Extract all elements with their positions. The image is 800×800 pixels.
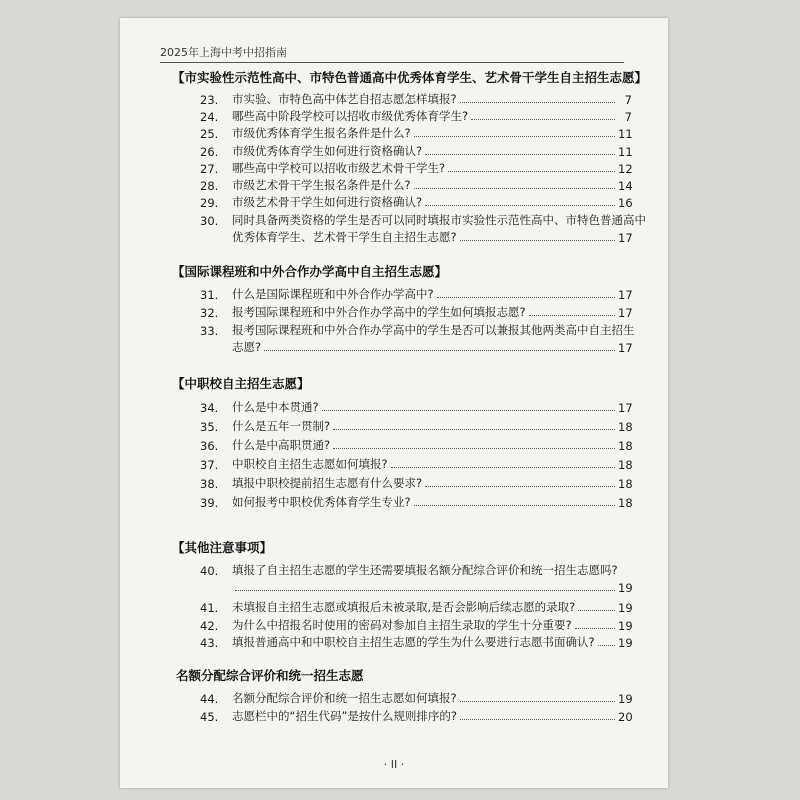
toc-entry: 23. 市实验、市特色高中体艺自招志愿怎样填报? 7 (200, 92, 632, 107)
toc-entry: 38. 填报中职校提前招生志愿有什么要求? 18 (200, 476, 633, 491)
toc-entry: 43. 填报普通高中和中职校自主招生志愿的学生为什么要进行志愿书面确认? 19 (200, 635, 633, 650)
section-title: 【 其他注意事项 】 (172, 538, 272, 556)
toc-entry: 30. 同时具备两类资格的学生是否可以同时填报市实验性示范性高中、市特色普通高中 优秀体育学生、艺术骨干学生自主招生志愿? 17 (200, 213, 646, 245)
toc-entry: 40. 填报了自主招生志愿的学生还需要填报名额分配综合评价和统一招生志愿吗? 19 (200, 563, 633, 595)
toc-entry: 37. 中职校自主招生志愿如何填报? 18 (200, 457, 633, 472)
toc-entry: 31. 什么是国际课程班和中外合作办学高中? 17 (200, 287, 633, 302)
toc-entry: 42. 为什么中招报名时使用的密码对参加自主招生录取的学生十分重要? 19 (200, 618, 633, 633)
toc-entry: 27. 哪些高中学校可以招收市级艺术骨干学生? 12 (200, 161, 633, 176)
section-title: 【 中职校自主招生志愿 】 (172, 374, 310, 392)
toc-entry: 26. 市级优秀体育学生如何进行资格确认? 11 (200, 144, 633, 159)
running-header: 2025年上海中考中招指南 (160, 46, 287, 59)
document-page (120, 18, 668, 788)
toc-entry: 44. 名额分配综合评价和统一招生志愿如何填报? 19 (200, 691, 633, 706)
toc-entry: 29. 市级艺术骨干学生如何进行资格确认? 16 (200, 195, 633, 210)
toc-entry: 33. 报考国际课程班和中外合作办学高中的学生是否可以兼报其他两类高中自主招生 志愿? 17 (200, 323, 635, 355)
toc-entry: 34. 什么是中本贯通? 17 (200, 400, 633, 415)
toc-entry: 24. 哪些高中阶段学校可以招收市级优秀体育学生? 7 (200, 109, 632, 124)
toc-entry: 32. 报考国际课程班和中外合作办学高中的学生如何填报志愿? 17 (200, 305, 633, 320)
section-title: 【 市实验性示范性高中、市特色普通高中优秀体育学生、艺术骨干学生自主招生志愿 】 (172, 68, 647, 86)
header-rule (160, 62, 624, 63)
toc-entry: 39. 如何报考中职校优秀体育学生专业? 18 (200, 495, 633, 510)
toc-entry: 45. 志愿栏中的“招生代码”是按什么规则排序的? 20 (200, 709, 633, 724)
toc-entry: 28. 市级艺术骨干学生报名条件是什么? 14 (200, 178, 633, 193)
toc-entry: 35. 什么是五年一贯制? 18 (200, 419, 633, 434)
toc-entry: 25. 市级优秀体育学生报名条件是什么? 11 (200, 126, 633, 141)
page-number: · II · (383, 758, 405, 771)
toc-entry: 41. 未填报自主招生志愿或填报后未被录取,是否会影响后续志愿的录取? 19 (200, 600, 633, 615)
section-title: 名额分配综合评价和统一招生志愿 (176, 668, 364, 683)
toc-entry: 36. 什么是中高职贯通? 18 (200, 438, 633, 453)
section-title: 【 国际课程班和中外合作办学高中自主招生志愿 】 (172, 262, 447, 280)
